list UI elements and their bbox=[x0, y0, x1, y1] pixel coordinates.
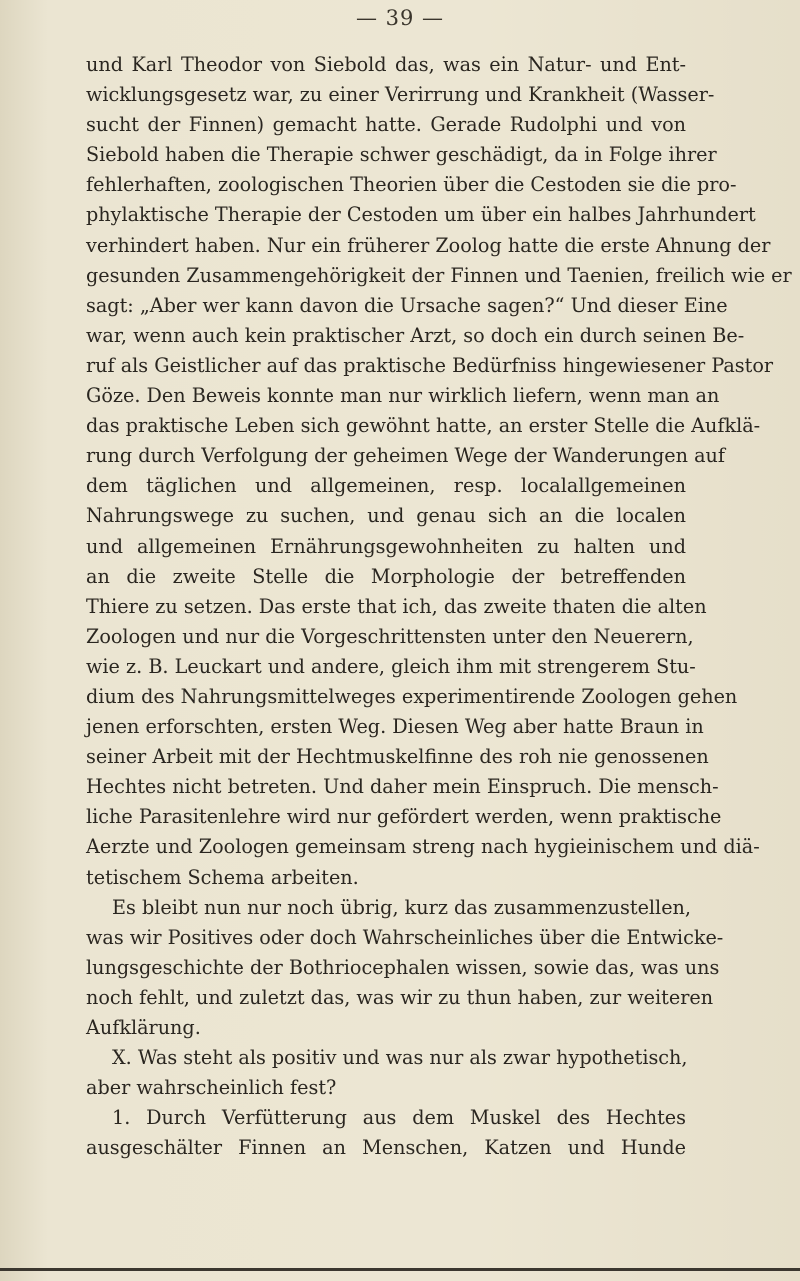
text-line: liche Parasitenlehre wird nur gefördert werden, wenn praktische bbox=[86, 805, 722, 829]
text-line: rung durch Verfolgung der geheimen Wege der Wanderungen auf bbox=[86, 444, 726, 468]
text-line: seiner Arbeit mit der Hechtmuskelfinne des roh nie genossenen bbox=[86, 745, 709, 769]
text-line: Siebold haben die Therapie schwer geschädigt, da in Folge ihrer bbox=[86, 143, 717, 167]
text-line: Es bleibt nun nur noch übrig, kurz das zusammenzustellen, bbox=[112, 895, 692, 919]
text-line: dem täglichen und allgemeinen, resp. localallgemeinen bbox=[86, 474, 686, 498]
text-line: und allgemeinen Ernährungsgewohnheiten zu halten und bbox=[86, 534, 686, 558]
text-line: gesunden Zusammengehörigkeit der Finnen und Taenien, freilich wie er bbox=[86, 263, 792, 287]
page-number: — 39 — bbox=[355, 6, 445, 30]
text-line: ruf als Geistlicher auf das praktische Bedürfniss hingewiesener Pastor bbox=[86, 353, 774, 377]
numbered-item-line: 1. Durch Verfütterung aus dem Muskel des Hechtes bbox=[112, 1106, 686, 1130]
section-heading-line: X. Was steht als positiv und was nur als zwar hypothetisch, bbox=[112, 1046, 688, 1070]
text-line: tetischem Schema arbeiten. bbox=[86, 865, 359, 889]
text-line: verhindert haben. Nur ein früherer Zoolog hatte die erste Ahnung der bbox=[86, 233, 771, 257]
text-line: ausgeschälter Finnen an Menschen, Katzen und Hunde bbox=[86, 1136, 686, 1160]
text-line: Aufklärung. bbox=[86, 1016, 201, 1039]
text-line: jenen erforschten, ersten Weg. Diesen Weg aber hatte Braun in bbox=[86, 715, 704, 739]
text-line: was wir Positives oder doch Wahrscheinliches über die Entwicke- bbox=[86, 925, 724, 949]
text-line: noch fehlt, und zuletzt das, was wir zu thun haben, zur weiteren bbox=[86, 985, 714, 1009]
text-line: Hechtes nicht betreten. Und daher mein Einspruch. Die mensch- bbox=[86, 775, 719, 799]
text-line: lungsgeschichte der Bothriocephalen wissen, sowie das, was uns bbox=[86, 955, 720, 979]
text-line: sagt: „Aber wer kann davon die Ursache sagen?“ Und dieser Eine bbox=[86, 293, 728, 317]
text-line: und Karl Theodor von Siebold das, was ein Natur- und Ent- bbox=[86, 53, 686, 76]
text-line: an die zweite Stelle die Morphologie der betreffenden bbox=[86, 564, 686, 588]
text-line: wie z. B. Leuckart und andere, gleich ihm mit strengerem Stu- bbox=[86, 654, 696, 678]
text-line: Thiere zu setzen. Das erste that ich, das zweite thaten die alten bbox=[86, 594, 707, 618]
text-line: Göze. Den Beweis konnte man nur wirklich liefern, wenn man an bbox=[86, 384, 720, 408]
text-line: Zoologen und nur die Vorgeschrittensten unter den Neuerern, bbox=[86, 624, 694, 648]
text-line: sucht der Finnen) gemacht hatte. Gerade Rudolphi und von bbox=[86, 113, 686, 137]
text-line: wicklungsgesetz war, zu einer Verirrung und Krankheit (Wasser- bbox=[86, 83, 715, 107]
text-line: dium des Nahrungsmittelweges experimentirende Zoologen gehen bbox=[86, 684, 738, 708]
text-line: aber wahrscheinlich fest? bbox=[86, 1076, 337, 1100]
text-line: Aerzte und Zoologen gemeinsam streng nach hygieinischem und diä- bbox=[86, 835, 760, 859]
text-line: fehlerhaften, zoologischen Theorien über die Cestoden sie die pro- bbox=[86, 173, 737, 197]
text-line: phylaktische Therapie der Cestoden um über ein halbes Jahrhundert bbox=[86, 203, 756, 227]
text-line: war, wenn auch kein praktischer Arzt, so doch ein durch seinen Be- bbox=[86, 323, 745, 347]
body-text bbox=[86, 50, 792, 1163]
bottom-edge-rule bbox=[0, 1268, 800, 1271]
text-line: das praktische Leben sich gewöhnt hatte, an erster Stelle die Aufklä- bbox=[86, 414, 761, 438]
text-line: Nahrungswege zu suchen, und genau sich an die localen bbox=[86, 504, 686, 528]
